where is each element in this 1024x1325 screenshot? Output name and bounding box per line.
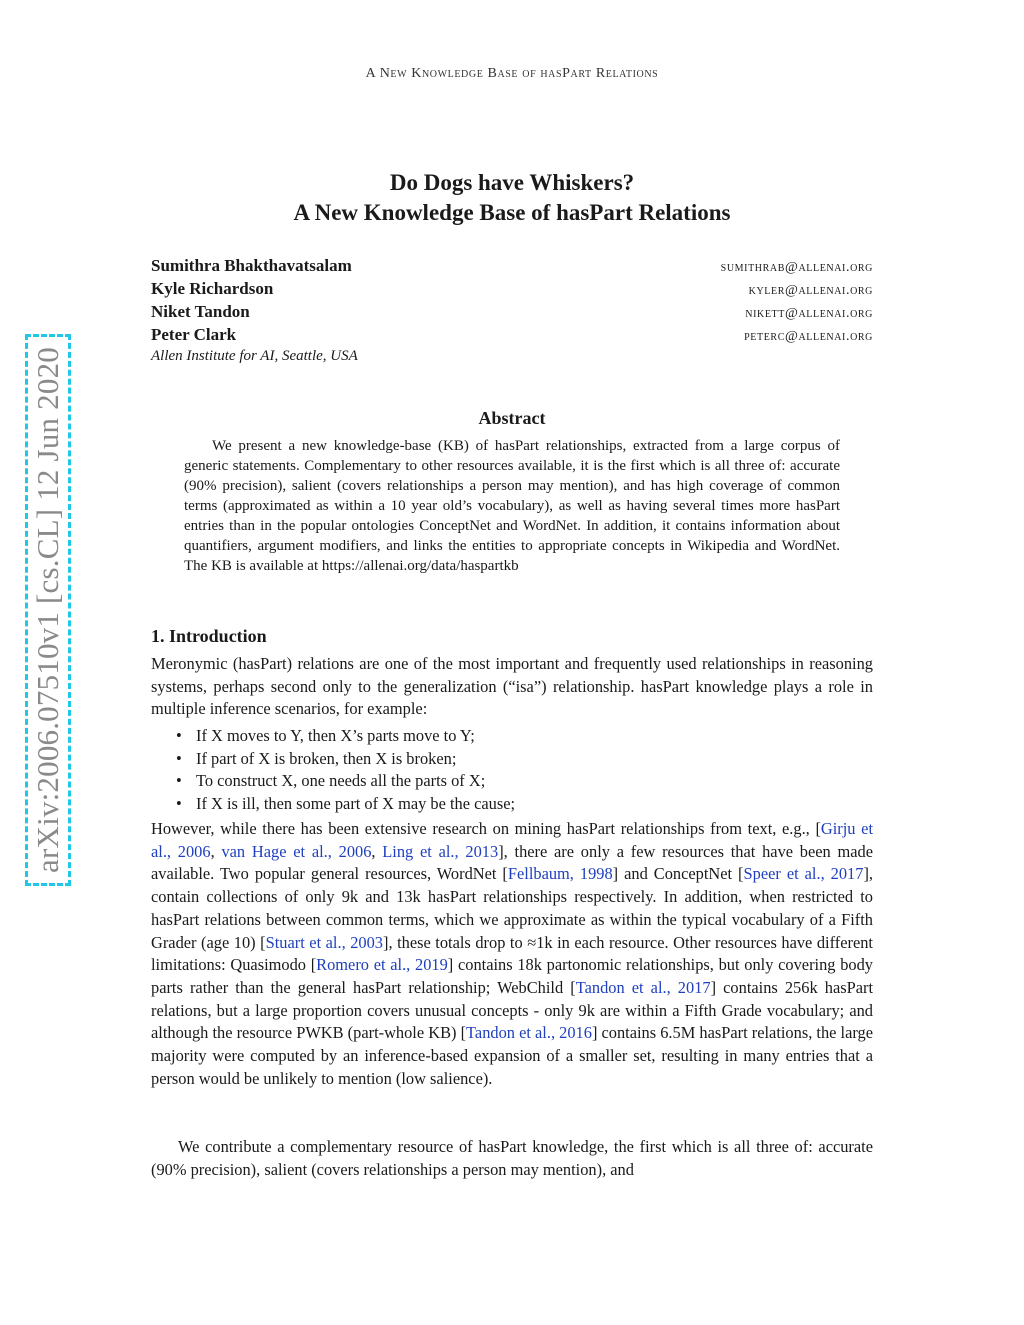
- paragraph-text: ], there are only a few resources that have been made available. Two popular general resources, WordNet [: [151, 841, 874, 884]
- abstract-heading: Abstract: [478, 408, 546, 428]
- paragraph-text: However, while there has been extensive research on mining hasPart relationships from text, e.g., [: [151, 819, 821, 838]
- author-row: [151, 325, 873, 348]
- abstract-text: We present a new knowledge-base (KB) of hasPart relationships, extracted from a large corpus of generic statements. Complementary to other resources available, it is the first which is all three of: accurate (90% precision), salient (covers relationships a person may mention), and has high coverage of common terms (approximated as within a 10 year old’s vocabulary), as well as having several times more hasPart entries than in the popular ontologies ConceptNet and WordNet. In addition, it contains information about quantifiers, argument modifiers, and links the entities to appropriate concepts in Wikipedia and WordNet. The KB is available at https://allenai.org/data/haspartkb: [184, 438, 840, 574]
- list-item: • If X is ill, then some part of X may be the cause;: [176, 793, 856, 816]
- citation-link[interactable]: Stuart et al., 2003: [265, 932, 383, 952]
- running-head: A New Knowledge Base of hasPart Relations: [365, 66, 659, 81]
- arxiv-stamp-label[interactable]: arXiv:2006.07510v1 [cs.CL] 12 Jun 2020: [25, 334, 71, 886]
- author-row: [151, 279, 873, 302]
- author-name: Peter Clark: [151, 325, 237, 344]
- paragraph-text: ] contains 18k partonomic relationships, but only covering body parts rather than the general hasPart relationship; WebChild [: [151, 955, 873, 997]
- inference-scenarios-list: [176, 725, 856, 816]
- affiliation: Allen Institute for AI, Seattle, USA: [151, 348, 358, 364]
- citation-link[interactable]: Romero et al., 2019: [316, 955, 448, 975]
- paragraph-text: ], contain collections of only 9k and 13k hasPart relationships respectively. In addition, when restricted to hasPart relations between common terms, which we approximate as within the typical vocabulary of a Fifth Grader (age 10) [: [151, 864, 873, 952]
- citation-link[interactable]: Tandon et al., 2016: [466, 1023, 592, 1043]
- intro-paragraph-1: Meronymic (hasPart) relations are one of the most important and frequently used relationships in reasoning systems, perhaps second only to the generalization (“isa”) relationship. hasPart knowledge plays a role in multiple inference scenarios, for example:: [151, 654, 873, 719]
- section-heading-introduction: 1. Introduction: [151, 626, 267, 646]
- paragraph-text: ] and ConceptNet [: [612, 864, 744, 884]
- title-line-2: A New Knowledge Base of hasPart Relations: [293, 200, 731, 225]
- paragraph-text: ], these totals drop to ≈1k in each resource. Other resources have different limitations: Quasimodo [: [151, 932, 873, 975]
- author-block: [151, 256, 873, 365]
- paragraph-text: ] contains 256k hasPart relations, but a large proportion covers unusual concepts - only 9k are within a Fifth Grade vocabulary; and although the resource PWKB (part-whole KB) [: [151, 977, 873, 1043]
- list-item: • To construct X, one needs all the parts of X;: [176, 770, 856, 793]
- intro-paragraph-2: [151, 818, 873, 1090]
- author-name: Kyle Richardson: [151, 279, 274, 298]
- list-item: • If part of X is broken, then X is broken;: [176, 748, 856, 771]
- paragraph-text: ] contains 6.5M hasPart relations, the large majority were computed by an inference-based expansion of a smaller set, resulting in many entries that a person would be unlikely to mention (low salience).: [151, 1023, 873, 1088]
- citation-link[interactable]: Ling et al., 2013: [382, 841, 499, 861]
- author-row: [151, 302, 873, 325]
- paragraph-text: ,: [371, 841, 383, 861]
- citation-link[interactable]: van Hage et al., 2006: [221, 841, 372, 861]
- citation-link[interactable]: Tandon et al., 2017: [575, 977, 711, 997]
- intro-paragraph-3: We contribute a complementary resource of hasPart knowledge, the first which is all three of: accurate (90% precision), salient (covers relationships a person may mention), and: [151, 1137, 873, 1179]
- citation-link[interactable]: Fellbaum, 1998: [507, 864, 613, 884]
- author-row: [151, 256, 873, 279]
- paragraph-text: ,: [210, 841, 222, 861]
- list-item: • If X moves to Y, then X’s parts move to Y;: [176, 725, 856, 748]
- author-email[interactable]: sumithrab@allenai.org: [720, 260, 873, 275]
- author-email[interactable]: peterc@allenai.org: [744, 329, 873, 344]
- author-email[interactable]: nikett@allenai.org: [745, 306, 873, 321]
- author-email[interactable]: kyler@allenai.org: [748, 283, 873, 298]
- paper-title: [0, 168, 1024, 228]
- title-line-1: Do Dogs have Whiskers?: [389, 170, 635, 195]
- author-name: Sumithra Bhakthavatsalam: [151, 256, 352, 275]
- author-name: Niket Tandon: [151, 302, 250, 321]
- citation-link[interactable]: Girju et al., 2006: [151, 819, 873, 861]
- citation-link[interactable]: Speer et al., 2017: [743, 864, 864, 884]
